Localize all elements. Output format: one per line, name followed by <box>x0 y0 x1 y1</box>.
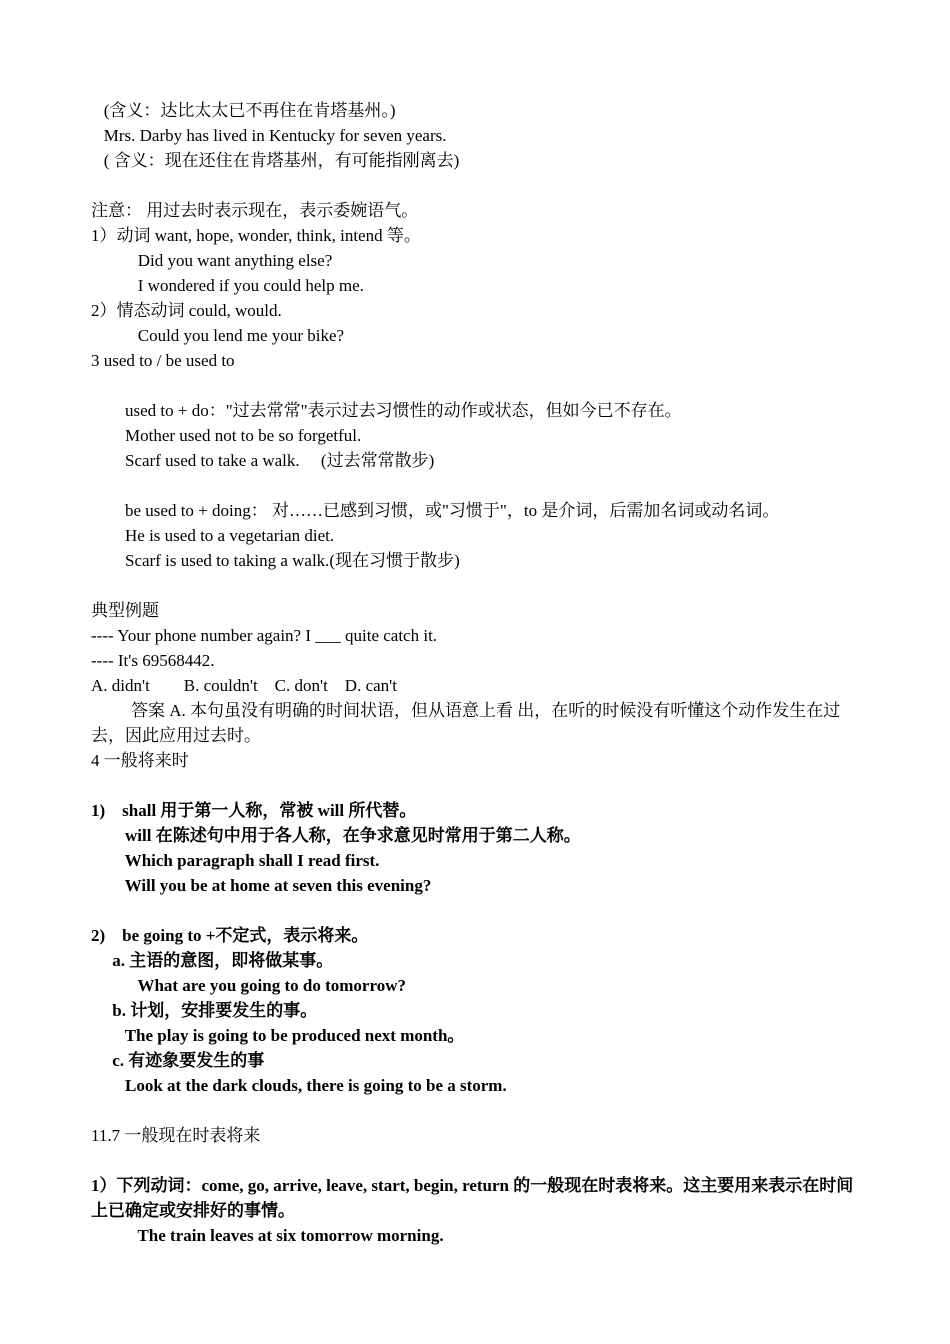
text-line: b. 计划，安排要发生的事。 <box>91 1001 318 1020</box>
spacer <box>91 898 861 923</box>
text-line: a. 主语的意图，即将做某事。 <box>91 951 334 970</box>
section-heading: 4 一般将来时 <box>91 751 189 770</box>
spacer <box>91 573 861 598</box>
text-line: Which paragraph shall I read first. <box>91 851 380 870</box>
text-line: 1）动词 want, hope, wonder, think, intend 等。 <box>91 226 421 245</box>
text-line: Did you want anything else? <box>91 251 333 270</box>
section-heading: 3 used to / be used to <box>91 351 235 370</box>
text-line: The play is going to be produced next month。 <box>91 1026 465 1045</box>
spacer <box>91 373 861 398</box>
text-line: will 在陈述句中用于各人称，在争求意见时常用于第二人称。 <box>91 826 581 845</box>
text-line: The train leaves at six tomorrow morning. <box>91 1226 444 1245</box>
text-line: Mrs. Darby has lived in Kentucky for seven years. <box>91 126 447 145</box>
spacer <box>91 173 861 198</box>
answer-paragraph: 答案 A. 本句虽没有明确的时间状语，但从语意上看 出，在听的时候没有听懂这个动作发生在过去，因此应用过去时。 <box>91 701 841 745</box>
text-line: Mother used not to be so forgetful. <box>91 426 362 445</box>
text-line: Could you lend me your bike? <box>91 326 345 345</box>
text-line: ( 含义：现在还住在肯塔基州，有可能指刚离去) <box>91 151 460 170</box>
text-line: Scarf used to take a walk. (过去常常散步) <box>91 451 435 470</box>
text-line: 2) be going to +不定式，表示将来。 <box>91 926 369 945</box>
text-line: I wondered if you could help me. <box>91 276 364 295</box>
spacer <box>91 1098 861 1123</box>
text-paragraph: 1）下列动词：come, go, arrive, leave, start, begin, return 的一般现在时表将来。这主要用来表示在时间上已确定或安排好的事情。 <box>91 1176 854 1220</box>
text-line: c. 有迹象要发生的事 <box>91 1051 265 1070</box>
text-line: ---- It's 69568442. <box>91 651 215 670</box>
document-page <box>91 98 861 1248</box>
text-line: Will you be at home at seven this evening? <box>91 876 432 895</box>
text-line: He is used to a vegetarian diet. <box>91 526 335 545</box>
text-line: (含义：达比太太已不再住在肯塔基州。) <box>91 101 396 120</box>
text-line: be used to + doing： 对……已感到习惯，或"习惯于"，to 是介词，后需加名词或动名词。 <box>91 501 780 520</box>
text-line: Look at the dark clouds, there is going to be a storm. <box>91 1076 507 1095</box>
text-line: Scarf is used to taking a walk.(现在习惯于散步) <box>91 551 460 570</box>
text-line: 1) shall 用于第一人称，常被 will 所代替。 <box>91 801 417 820</box>
section-heading: 11.7 一般现在时表将来 <box>91 1126 261 1145</box>
text-line: ---- Your phone number again? I ___ quite catch it. <box>91 626 438 645</box>
text-line: A. didn't B. couldn't C. don't D. can't <box>91 676 397 695</box>
spacer <box>91 773 861 798</box>
text-line: used to + do："过去常常"表示过去习惯性的动作或状态，但如今已不存在。 <box>91 401 682 420</box>
section-heading: 典型例题 <box>91 601 159 620</box>
text-line: What are you going to do tomorrow? <box>91 976 406 995</box>
spacer <box>91 473 861 498</box>
text-line: 2）情态动词 could, would. <box>91 301 282 320</box>
spacer <box>91 1148 861 1173</box>
text-line: 注意： 用过去时表示现在，表示委婉语气。 <box>91 201 419 220</box>
